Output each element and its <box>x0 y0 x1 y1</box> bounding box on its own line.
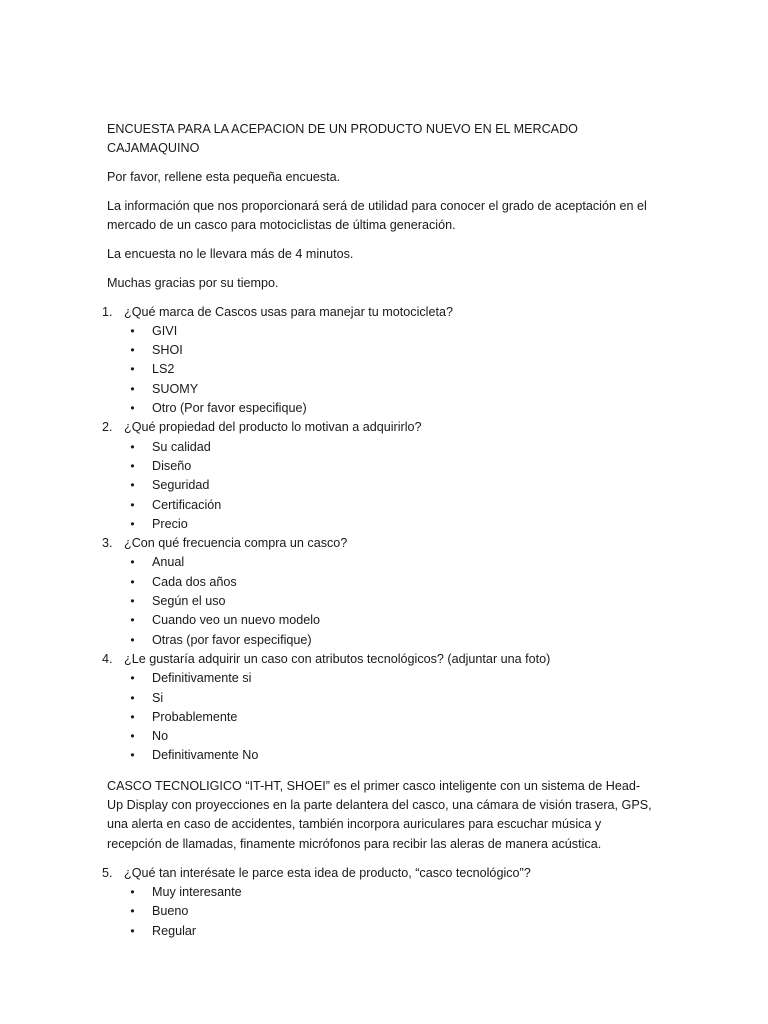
bullet-icon: • <box>130 555 135 570</box>
option-item <box>107 476 655 495</box>
survey-document <box>102 120 655 941</box>
intro-thanks: Muchas gracias por su tiempo. <box>107 275 279 290</box>
bullet-icon: • <box>130 362 135 377</box>
option-label: Muy interesante <box>152 885 242 900</box>
question-1 <box>102 303 655 419</box>
option-label: Seguridad <box>152 478 210 493</box>
option-label: Certificación <box>152 497 222 512</box>
option-item <box>107 708 655 727</box>
option-item <box>107 689 655 708</box>
option-label: Si <box>152 690 164 705</box>
option-item <box>107 669 655 688</box>
question-list <box>102 303 655 766</box>
option-item <box>107 573 655 592</box>
bullet-icon: • <box>130 613 135 628</box>
option-list <box>107 553 655 649</box>
option-item <box>107 746 655 765</box>
bullet-icon: • <box>130 439 135 454</box>
option-item <box>107 399 655 418</box>
bullet-icon: • <box>130 574 135 589</box>
bullet-icon: • <box>130 497 135 512</box>
bullet-icon: • <box>130 458 135 473</box>
bullet-icon: • <box>130 885 135 900</box>
question-number: 5. <box>102 865 113 880</box>
option-item <box>107 631 655 650</box>
option-item <box>107 611 655 630</box>
option-list <box>107 438 655 534</box>
option-label: Otro (Por favor especifique) <box>152 401 307 416</box>
option-item <box>107 496 655 515</box>
option-item <box>107 360 655 379</box>
bullet-icon: • <box>130 671 135 686</box>
bullet-icon: • <box>130 709 135 724</box>
question-number: 2. <box>102 420 113 435</box>
option-item <box>107 922 655 941</box>
question-text: ¿Con qué frecuencia compra un casco? <box>124 536 348 551</box>
option-item <box>107 902 655 921</box>
option-label: Regular <box>152 923 197 938</box>
option-item <box>107 592 655 611</box>
question-text: ¿Qué marca de Cascos usas para manejar tu motocicleta? <box>124 304 453 319</box>
option-label: LS2 <box>152 362 175 377</box>
bullet-icon: • <box>130 632 135 647</box>
option-list <box>107 322 655 418</box>
option-label: Bueno <box>152 904 189 919</box>
option-label: Otras (por favor especifique) <box>152 632 312 647</box>
intro-please-fill: Por favor, rellene esta pequeña encuesta. <box>107 170 341 185</box>
intro-information: La información que nos proporcionará será de utilidad para conocer el grado de aceptación en el mercado de un casco para motociclistas de última generación. <box>107 198 647 233</box>
bullet-icon: • <box>130 343 135 358</box>
option-item <box>107 515 655 534</box>
option-label: SUOMY <box>152 381 199 396</box>
bullet-icon: • <box>130 516 135 531</box>
question-3 <box>102 534 655 650</box>
option-list <box>107 669 655 765</box>
question-text: ¿Le gustaría adquirir un caso con atributos tecnológicos? (adjuntar una foto) <box>124 651 551 666</box>
bullet-icon: • <box>130 594 135 609</box>
option-label: SHOI <box>152 343 183 358</box>
product-description: CASCO TECNOLIGICO “IT-HT, SHOEI” es el primer casco inteligente con un sistema de Head-Up Display con proyecciones en la parte delantera del casco, una cámara de visión trasera, GPS, una alerta en caso de accidentes, también incorpora auriculares para escuchar música y recepción de llamadas, finamente micrófonos para recibir las aleras de manera acústica. <box>107 778 652 851</box>
bullet-icon: • <box>130 690 135 705</box>
question-2 <box>102 418 655 534</box>
bullet-icon: • <box>130 729 135 744</box>
option-label: Diseño <box>152 458 192 473</box>
option-item <box>107 883 655 902</box>
question-number: 4. <box>102 651 113 666</box>
option-item <box>107 727 655 746</box>
option-list <box>107 883 655 941</box>
option-label: Probablemente <box>152 709 238 724</box>
bullet-icon: • <box>130 381 135 396</box>
option-label: GIVI <box>152 323 178 338</box>
option-label: Precio <box>152 516 188 531</box>
option-label: Su calidad <box>152 439 211 454</box>
option-item <box>107 457 655 476</box>
option-item <box>107 553 655 572</box>
option-item <box>107 380 655 399</box>
bullet-icon: • <box>130 904 135 919</box>
option-label: Definitivamente No <box>152 748 259 763</box>
bullet-icon: • <box>130 748 135 763</box>
question-number: 3. <box>102 536 113 551</box>
question-number: 1. <box>102 304 113 319</box>
option-item <box>107 438 655 457</box>
bullet-icon: • <box>130 478 135 493</box>
option-label: Definitivamente si <box>152 671 252 686</box>
option-label: Cada dos años <box>152 574 237 589</box>
option-label: No <box>152 729 169 744</box>
option-label: Anual <box>152 555 185 570</box>
question-text: ¿Qué tan interésate le parce esta idea de producto, “casco tecnológico”? <box>124 865 531 880</box>
option-item <box>107 322 655 341</box>
bullet-icon: • <box>130 923 135 938</box>
option-label: Según el uso <box>152 594 226 609</box>
bullet-icon: • <box>130 323 135 338</box>
survey-title: ENCUESTA PARA LA ACEPACION DE UN PRODUCTO NUEVO EN EL MERCADO CAJAMAQUINO <box>107 122 578 156</box>
question-4 <box>102 650 655 766</box>
option-label: Cuando veo un nuevo modelo <box>152 613 321 628</box>
option-item <box>107 341 655 360</box>
intro-duration: La encuesta no le llevara más de 4 minutos. <box>107 246 354 261</box>
question-5 <box>102 864 655 941</box>
bullet-icon: • <box>130 401 135 416</box>
question-text: ¿Qué propiedad del producto lo motivan a adquirirlo? <box>124 420 422 435</box>
